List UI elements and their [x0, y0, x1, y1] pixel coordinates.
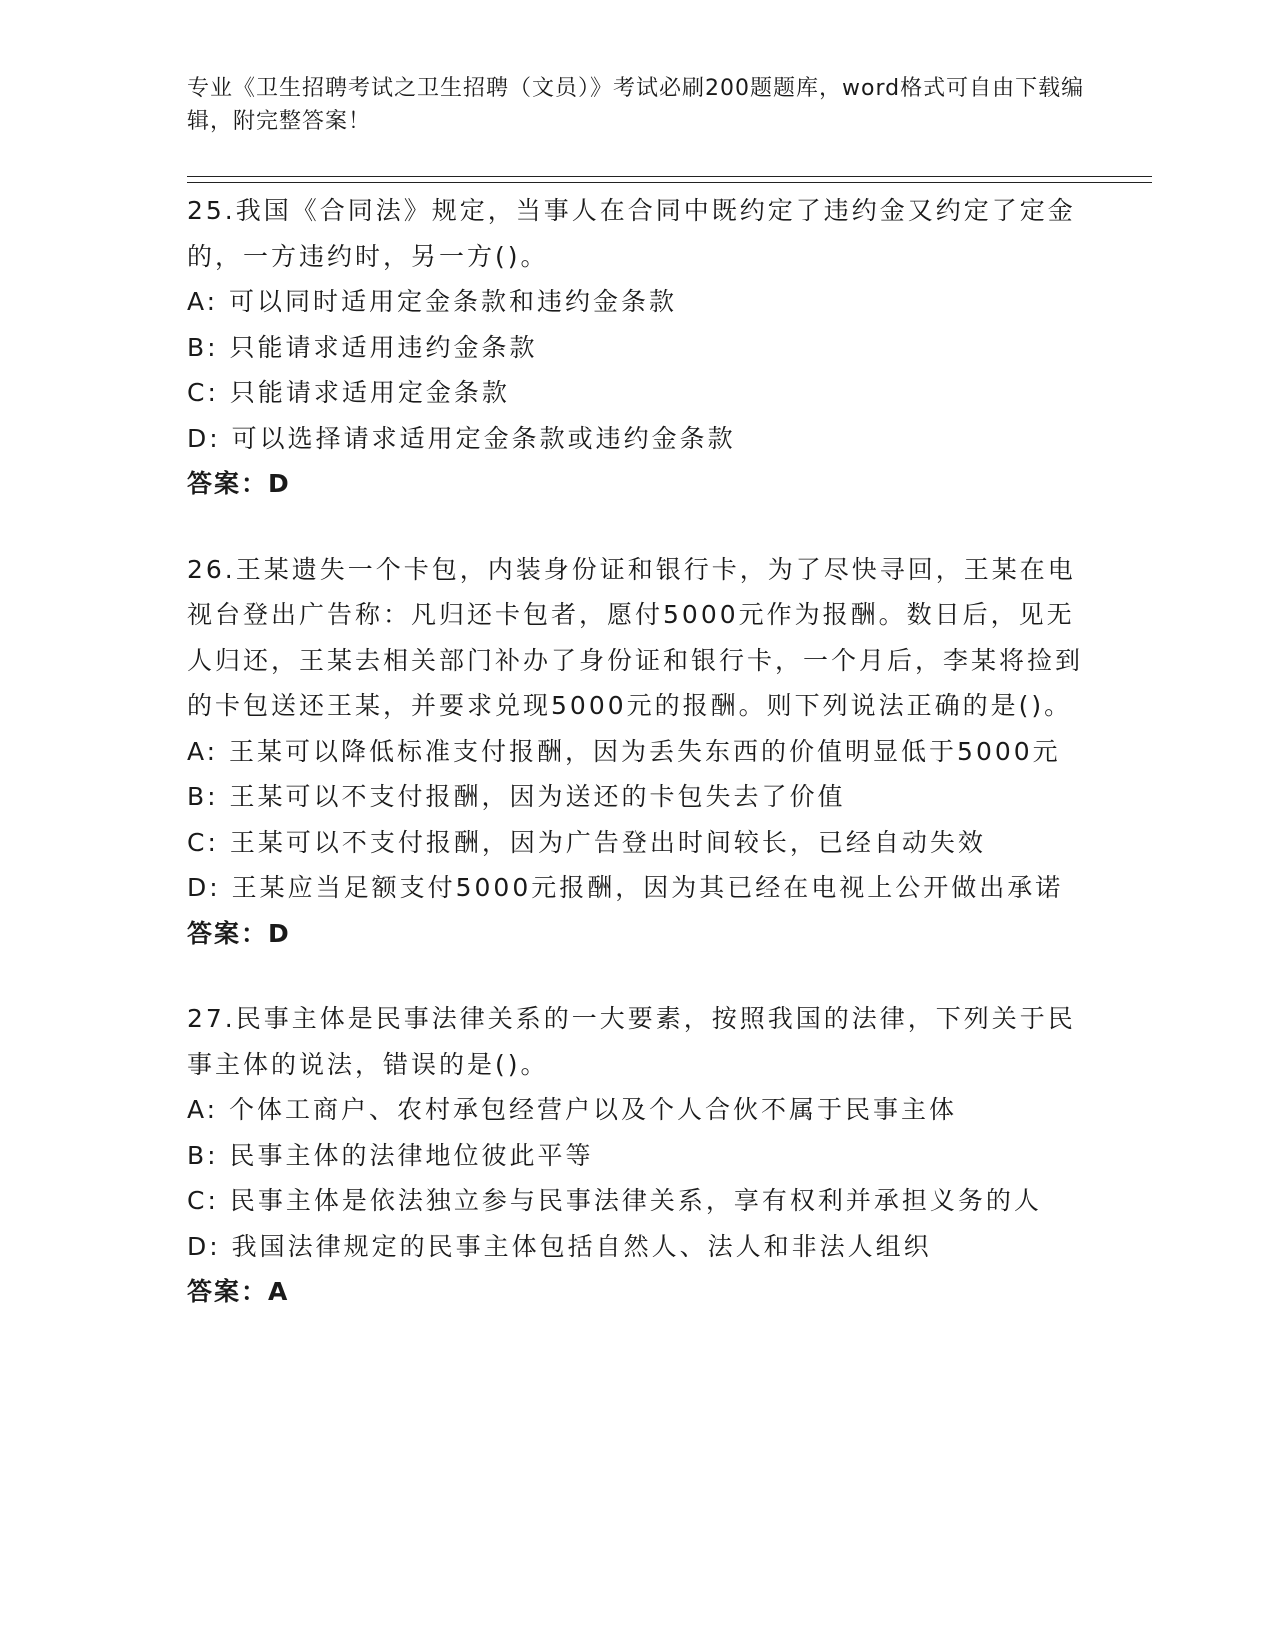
question-list — [187, 188, 1087, 1315]
option-a: A: 可以同时适用定金条款和违约金条款 — [187, 287, 678, 316]
option-b: B: 王某可以不支付报酬，因为送还的卡包失去了价值 — [187, 782, 846, 811]
header-divider-top — [187, 176, 1152, 177]
answer: 答案：A — [187, 1277, 290, 1306]
question-26 — [187, 547, 1087, 957]
option-c: C: 民事主体是依法独立参与民事法律关系，享有权利并承担义务的人 — [187, 1186, 1042, 1215]
document-header: 专业《卫生招聘考试之卫生招聘（文员）》考试必刷200题题库，word格式可自由下载编辑，附完整答案！ — [187, 76, 1085, 134]
question-stem: 27.民事主体是民事法律关系的一大要素，按照我国的法律，下列关于民事主体的说法，错误的是()。 — [187, 1004, 1076, 1079]
option-a: A: 个体工商户、农村承包经营户以及个人合伙不属于民事主体 — [187, 1095, 958, 1124]
answer: 答案：D — [187, 469, 291, 498]
option-a: A: 王某可以降低标准支付报酬，因为丢失东西的价值明显低于5000元 — [187, 736, 1061, 766]
question-stem: 25.我国《合同法》规定，当事人在合同中既约定了违约金又约定了定金的，一方违约时，另一方()。 — [187, 196, 1076, 271]
question-stem: 26.王某遗失一个卡包，内装身份证和银行卡，为了尽快寻回，王某在电视台登出广告称：凡归还卡包者，愿付5000元作为报酬。数日后，见无人归还，王某去相关部门补办了身份证和银行卡，一个月后，李某将捡到的卡包送还王某，并要求兑现5000元的报酬。则下列说法正确的是()。 — [187, 554, 1084, 720]
option-c: C: 王某可以不支付报酬，因为广告登出时间较长，已经自动失效 — [187, 827, 986, 857]
option-b: B: 民事主体的法律地位彼此平等 — [187, 1140, 594, 1170]
question-27 — [187, 996, 1087, 1315]
option-d: D: 王某应当足额支付5000元报酬，因为其已经在电视上公开做出承诺 — [187, 873, 1064, 902]
question-25 — [187, 188, 1087, 507]
option-c: C: 只能请求适用定金条款 — [187, 378, 510, 407]
answer: 答案：D — [187, 918, 291, 948]
option-b: B: 只能请求适用违约金条款 — [187, 332, 538, 362]
option-d: D: 可以选择请求适用定金条款或违约金条款 — [187, 423, 736, 453]
header-divider-bottom — [187, 182, 1152, 183]
option-d: D: 我国法律规定的民事主体包括自然人、法人和非法人组织 — [187, 1231, 932, 1261]
